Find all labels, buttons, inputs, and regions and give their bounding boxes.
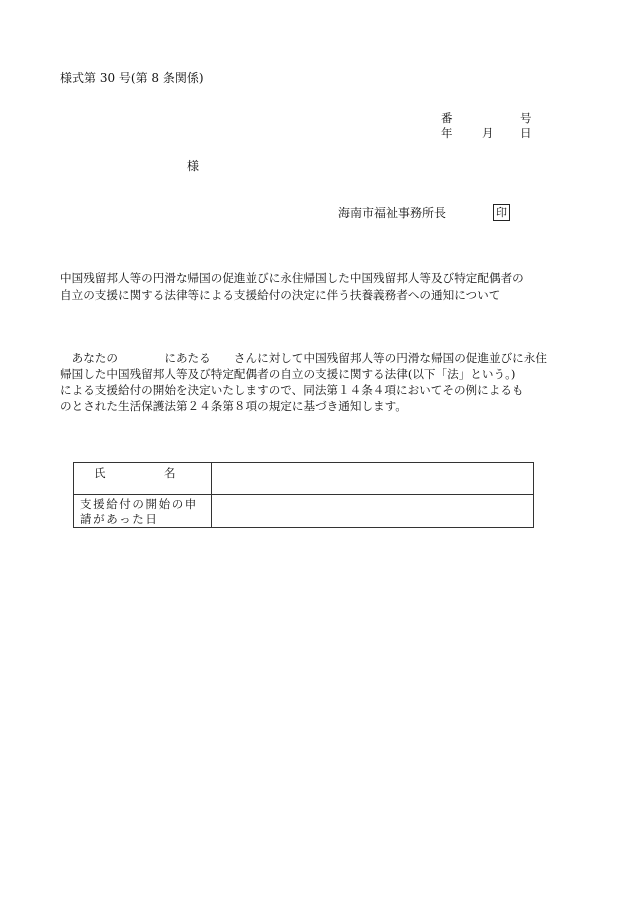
title-line-1: 中国残留邦人等の円滑な帰国の促進並びに永住帰国した中国残留邦人等及び特定配偶者の [60,271,524,285]
name-value-cell[interactable] [212,463,534,495]
document-title [60,270,590,304]
body-line-3: による支援給付の開始を決定いたしますので、同法第１４条４項においてその例によるも [60,383,524,397]
application-date-label-cell [74,495,212,528]
date-day-label: 日 [520,126,532,140]
addressee-honorific: 様 [187,159,200,173]
date-year-label: 年 [441,126,453,140]
name-label-cell [74,463,212,495]
name-label-second-char: 名 [164,466,176,480]
application-date-label: 支援給付の開始の申請があった日 [80,497,198,526]
form-number: 様式第 30 号(第 8 条関係) [60,71,204,85]
seal-stamp: 印 [493,204,510,221]
name-label-first-char: 氏 [94,466,106,480]
application-date-value-cell[interactable] [212,495,534,528]
document-number-label: 番 [441,111,453,125]
table-row-name [74,463,534,495]
document-number-suffix: 号 [520,111,532,125]
body-line-1: あなたの にあたる さんに対して中国残留邦人等の円滑な帰国の促進並びに永住 [60,351,547,365]
info-table [73,462,534,528]
body-line-2: 帰国した中国残留邦人等及び特定配偶者の自立の支援に関する法律(以下「法」という。) [60,367,516,381]
table-row-application-date [74,495,534,528]
date-month-label: 月 [482,126,494,140]
body-paragraph [60,350,580,414]
body-line-4: のとされた生活保護法第２４条第８項の規定に基づき通知します。 [60,399,407,413]
sender-name: 海南市福祉事務所長 [338,206,447,220]
title-line-2: 自立の支援に関する法律等による支援給付の決定に伴う扶養義務者への通知について [60,288,501,302]
